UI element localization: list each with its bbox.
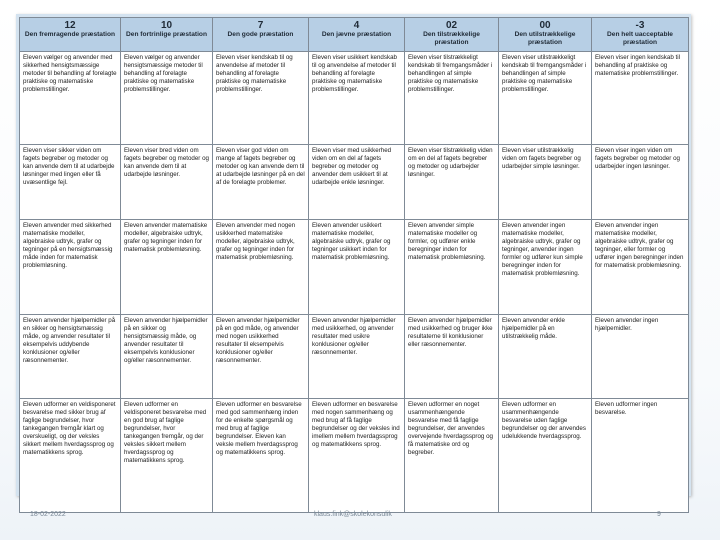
grade-label: Den jævne præstation <box>321 31 392 38</box>
grade-number: 10 <box>160 20 173 31</box>
criteria-cell: Eleven vælger og anvender med sikkerhed hensigtsmæssige metoder til behandling af forelagte praktiske og matematiske problemstillinger. <box>20 52 121 145</box>
grade-criteria-table-frame <box>16 14 691 496</box>
criteria-cell: Eleven anvender simple matematiske modeller og formler, og udfører enkle beregninger inden for matematisk problemløsning. <box>405 220 499 315</box>
criteria-cell: Eleven viser ingen kendskab til behandling af praktiske og matematiske problemstillinger. <box>592 52 689 145</box>
criteria-cell: Eleven anvender enkle hjælpemidler på en utilstrækkelig måde. <box>499 315 592 399</box>
criteria-cell: Eleven anvender med nogen usikkerhed matematiske modeller, algebraiske udtryk, grafer og tegninger inden for matematisk problemløsning. <box>213 220 309 315</box>
grade-header <box>499 18 592 52</box>
grade-header-row <box>20 18 689 52</box>
criteria-cell: Eleven viser tilstrækkelig viden om en del af fagets begreber og metoder og udarbejder løsninger. <box>405 145 499 220</box>
grade-number: 7 <box>257 20 264 31</box>
grade-number: 4 <box>353 20 360 31</box>
criteria-cell: Eleven udformer ingen besvarelse. <box>592 399 689 513</box>
criteria-cell: Eleven udformer en veldisponeret besvarelse med en god brug af faglige begrundelser, hvor tankegangen fremgår, og der veksles sikkert mellem hverdagssprog og matematikkens sprog. <box>121 399 213 513</box>
grade-header <box>592 18 689 52</box>
grade-number: 12 <box>64 20 76 31</box>
criteria-cell: Eleven viser bred viden om fagets begreber og metoder og kan anvende dem til at udarbejde løsninger. <box>121 145 213 220</box>
grade-label: Den utilstrækkelige præstation <box>514 31 576 46</box>
footer-date: 18-02-2022 <box>30 511 66 518</box>
criteria-cell: Eleven anvender med sikkerhed matematiske modeller, algebraiske udtryk, grafer og tegninger på en hensigtsmæssig måde inden for matematisk problemløsning. <box>20 220 121 315</box>
grade-number: -3 <box>635 20 645 31</box>
criteria-cell: Eleven viser kendskab til og anvendelse af metoder til behandling af forelagte praktiske og matematiske problemstillinger. <box>213 52 309 145</box>
criteria-cell: Eleven viser god viden om mange af fagets begreber og metoder og kan anvende dem til at udarbejde løsninger på en del af de forelagte problemer. <box>213 145 309 220</box>
criteria-cell: Eleven udformer en besvarelse med god sammenhæng inden for de enkelte spørgsmål og med brug af faglige begrundelser. Eleven kan veksle mellem hverdagssprog og matematikkens sprog. <box>213 399 309 513</box>
criteria-cell: Eleven viser tilstrækkeligt kendskab til fremgangsmåder i behandlingen af simple praktiske og matematiske problemstillinger. <box>405 52 499 145</box>
criteria-cell: Eleven anvender ingen matematiske modeller, algebraiske udtryk, grafer og tegninger, eller formler og udfører ingen beregninger inden for matematisk problemløsning. <box>592 220 689 315</box>
criteria-row-concepts <box>20 145 689 220</box>
criteria-cell: Eleven viser ingen viden om fagets begreber og metoder og udarbejder ingen løsninger. <box>592 145 689 220</box>
criteria-cell: Eleven anvender ingen hjælpemidler. <box>592 315 689 399</box>
criteria-cell: Eleven anvender hjælpemidler på en god måde, og anvender med nogen usikkerhed resultater til eksempelvis konklusioner og/eller ræsonnementer. <box>213 315 309 399</box>
grade-label: Den gode præstation <box>227 31 294 38</box>
grade-header <box>309 18 405 52</box>
criteria-cell: Eleven anvender hjælpemidler med usikkerhed, og anvender resultater med usikre konklusioner og/eller ræsonnementer. <box>309 315 405 399</box>
criteria-cell: Eleven udformer en besvarelse med nogen sammenhæng og med brug af få faglige begrundelser og der veksles ind imellem mellem hverdagssprog og matematikkens sprog. <box>309 399 405 513</box>
criteria-cell: Eleven anvender ingen matematiske modeller, algebraiske udtryk, grafer og tegninger, anvender ingen formler og udfører kun simple beregninger inden for matematisk problemløsning. <box>499 220 592 315</box>
grade-header <box>405 18 499 52</box>
criteria-cell: Eleven viser utilstrækkelig viden om fagets begreber og udarbejder simple løsninger. <box>499 145 592 220</box>
criteria-row-aids <box>20 315 689 399</box>
criteria-row-methods <box>20 52 689 145</box>
criteria-cell: Eleven udformer en veldisponeret besvarelse med sikker brug af faglige begrundelser, hvor tankegangen fremgår klart og overskueligt, og der veksles sikkert mellem hverdagssprog og matematikkens sprog. <box>20 399 121 513</box>
grade-label: Den fortrinlige præstation <box>126 31 207 38</box>
footer-email: klaus.fink@skolekonsulik <box>314 511 392 518</box>
criteria-cell: Eleven viser med usikkerhed viden om en del af fagets begreber og metoder og anvender dem usikkert til at udarbejde enkle løsninger. <box>309 145 405 220</box>
criteria-cell: Eleven anvender matematiske modeller, algebraiske udtryk, grafer og tegninger inden for matematisk problemløsning. <box>121 220 213 315</box>
grade-number: 02 <box>445 20 458 31</box>
criteria-row-communication <box>20 399 689 513</box>
criteria-cell: Eleven anvender hjælpemidler på en sikker og hensigtsmæssig måde, og anvender resultater til eksempelvis uddybende konklusioner og/eller ræsonnementer. <box>20 315 121 399</box>
footer-page-number: 9 <box>657 511 661 518</box>
criteria-cell: Eleven vælger og anvender hensigtsmæssige metoder til behandling af forelagte praktiske og matematiske problemstillinger. <box>121 52 213 145</box>
criteria-cell: Eleven anvender hjælpemidler på en sikker og hensigtsmæssig måde, og anvender resultater til eksempelvis konklusioner og/eller ræsonnementer. <box>121 315 213 399</box>
grade-number: 00 <box>539 20 551 31</box>
criteria-row-models <box>20 220 689 315</box>
grade-label: Den fremragende præstation <box>24 31 116 38</box>
grade-label: Den tilstrækkelige præstation <box>423 31 480 46</box>
grade-header <box>121 18 213 52</box>
grade-header <box>20 18 121 52</box>
criteria-cell: Eleven udformer en noget usammenhængende besvarelse med få faglige begrundelser, der anvendes overvejende hverdagssprog og få matematiske ord og begreber. <box>405 399 499 513</box>
criteria-cell: Eleven anvender usikkert matematiske modeller, algebraiske udtryk, grafer og tegninger usikkert inden for matematisk problemløsning. <box>309 220 405 315</box>
grade-header <box>213 18 309 52</box>
criteria-cell: Eleven viser utilstrækkeligt kendskab til fremgangsmåder i behandlingen af simple praktiske og matematiske problemstillinger. <box>499 52 592 145</box>
criteria-cell: Eleven viser sikker viden om fagets begreber og metoder og kan anvende dem til at udarbejde løsninger med lingen eller få uvæsentlige fejl. <box>20 145 121 220</box>
grade-label: Den helt uacceptable præstation <box>607 31 673 46</box>
criteria-cell: Eleven viser usikkert kendskab til og anvendelse af metoder til behandling af forelagte praktiske og matematiske problemstillinger. <box>309 52 405 145</box>
criteria-cell: Eleven udformer en usammenhængende besvarelse uden faglige begrundelser og der anvendes udelukkende hverdagssprog. <box>499 399 592 513</box>
criteria-cell: Eleven anvender hjælpemidler med usikkerhed og bruger ikke resultaterne til konklusioner eller ræsonnementer. <box>405 315 499 399</box>
grade-criteria-table <box>19 17 689 513</box>
